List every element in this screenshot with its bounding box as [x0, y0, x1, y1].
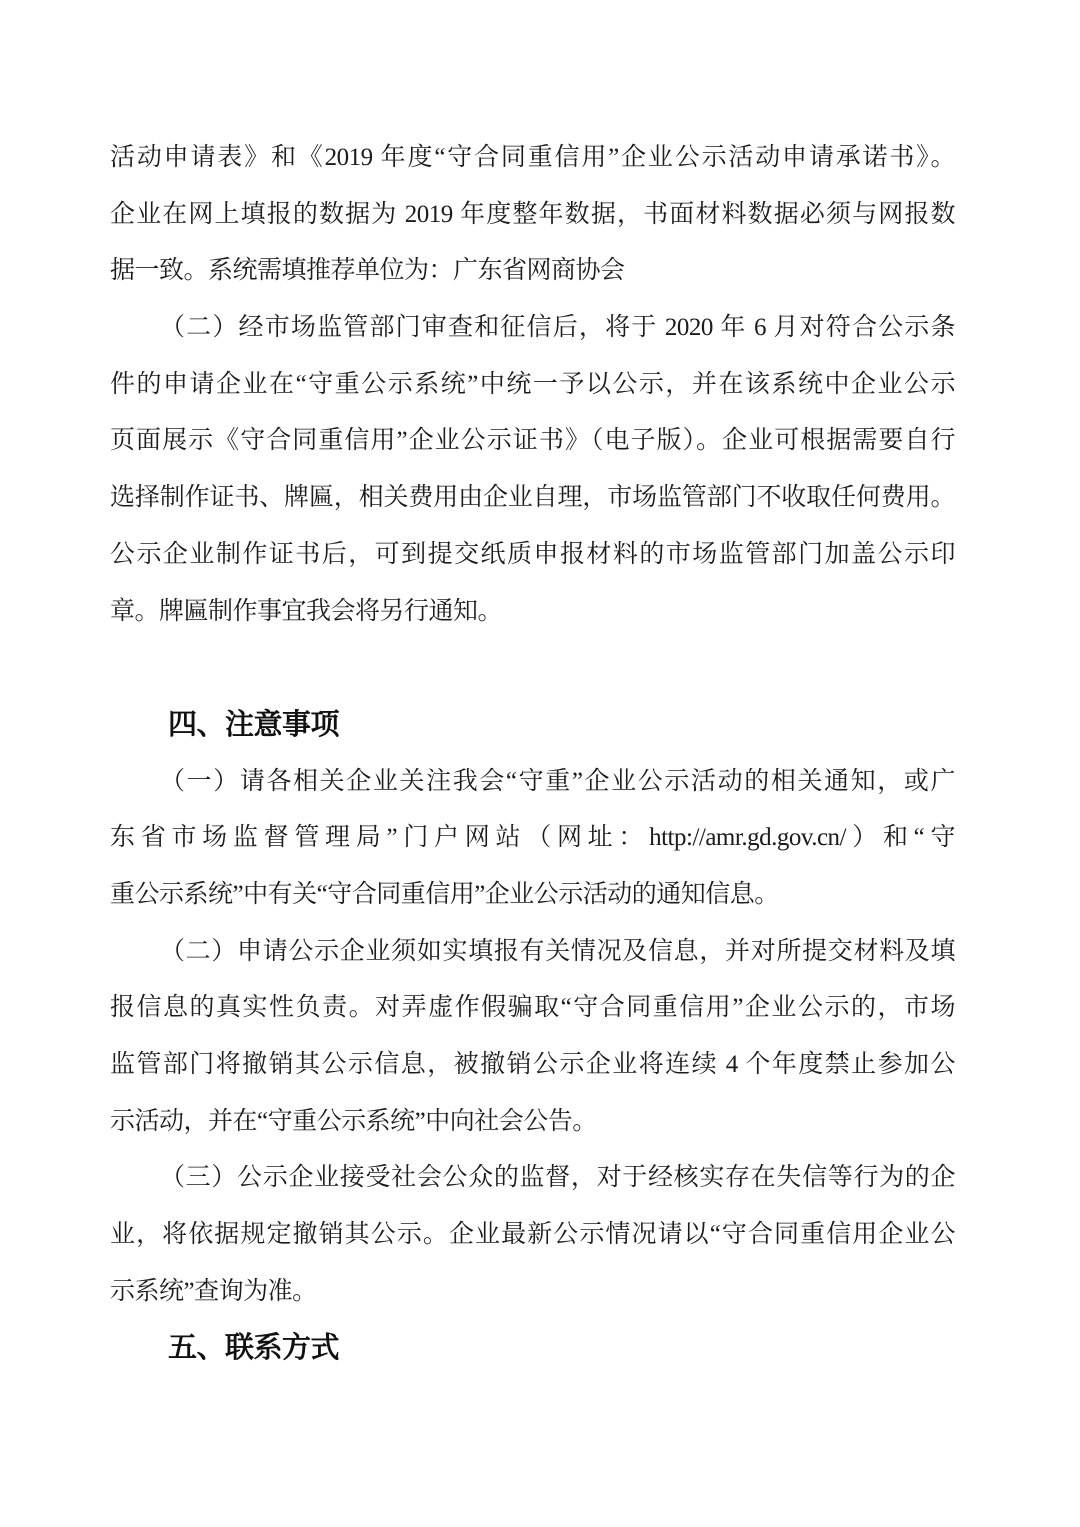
text-line: 示活动，并在“守重公示系统”中向社会公告。 [110, 1107, 597, 1135]
text-line: 业，将依据规定撤销其公示。企业最新公示情况请以“守合同重信用企业公 [110, 1221, 955, 1249]
text-line: 重公示系统”中有关“守合同重信用”企业公示活动的通知信息。 [110, 880, 779, 908]
text-line: 据一致。系统需填推荐单位为：广东省网商协会 [110, 257, 625, 285]
text-line: （一）请各相关企业关注我会“守重”企业公示活动的相关通知，或广 [160, 767, 955, 795]
text-line: 示系统”查询为准。 [110, 1277, 317, 1305]
paragraph-spacer [110, 640, 955, 697]
section-heading-4: 四、注意事项 [168, 708, 340, 741]
text-line: （二）申请公示企业须如实填报有关情况及信息，并对所提交材料及填 [160, 937, 955, 965]
text-line: 企业在网上填报的数据为 2019 年度整年数据，书面材料数据必须与网报数 [110, 200, 955, 228]
text-line: 选择制作证书、牌匾，相关费用由企业自理，市场监管部门不收取任何费用。 [110, 484, 955, 512]
text-line: 页面展示《守合同重信用”企业公示证书》（电子版）。企业可根据需要自行 [110, 427, 955, 455]
text-line: （二）经市场监管部门审查和征信后，将于 2020 年 6 月对符合公示条 [160, 314, 955, 342]
text-line: 监管部门将撤销其公示信息，被撤销公示企业将连续 4 个年度禁止参加公 [110, 1051, 955, 1078]
document-body [110, 130, 955, 1377]
text-line-with-url: 东省市场监督管理局”门户网站（网址：http://amr.gd.gov.cn/）和“守 [110, 824, 955, 852]
text-line: 公示企业制作证书后，可到提交纸质申报材料的市场监管部门加盖公示印 [110, 540, 955, 568]
text-line: 章。牌匾制作事宜我会将另行通知。 [110, 597, 503, 625]
text-line: 件的申请企业在“守重公示系统”中统一予以公示，并在该系统中企业公示 [110, 370, 955, 398]
section-heading-5: 五、联系方式 [168, 1332, 340, 1365]
text-line: （三）公示企业接受社会公众的监督，对于经核实存在失信等行为的企 [160, 1164, 955, 1192]
text-line: 活动申请表》和《2019 年度“守合同重信用”企业公示活动申请承诺书》。 [110, 144, 955, 171]
text-line: 报信息的真实性负责。对弄虚作假骗取“守合同重信用”企业公示的，市场 [110, 994, 955, 1022]
